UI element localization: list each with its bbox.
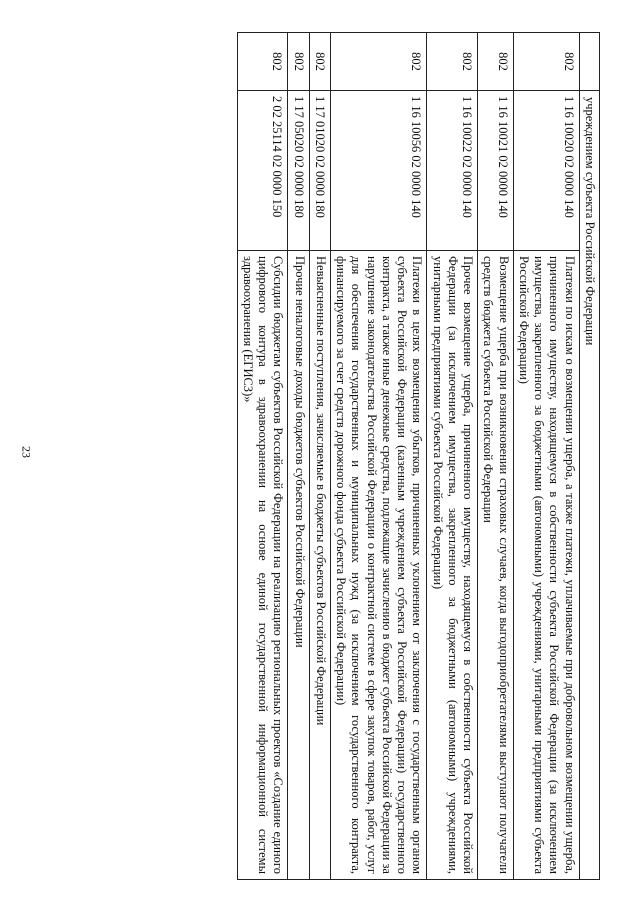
income-name-cell: Невыясненные поступления, зачисляемые в бюджеты субъектов Российской Федерации — [309, 251, 330, 880]
admin-code-cell: 802 — [478, 33, 514, 91]
income-name-cell: Платежи в целях возмещения убытков, причиненных уклонением от заключения с государственным органом субъекта Российской Федерации (казенным учреждением субъекта Российской Федерации) государственного контракта, а также иные денежные средства, подлежащие зачислению в бюджет субъекта Российской Федерации за нарушение законодательства Российской Федерации о контрактной системе в сфере закупок товаров, работ, услуг для обеспечения государственных и муниципальных нужд (за исключением государственного контракта, финансируемого за счет средств дорожного фонда субъекта Российской Федерации) — [331, 251, 428, 880]
budget-code-cell: 1 16 10021 02 0000 140 — [478, 91, 514, 251]
table-row — [237, 33, 288, 880]
budget-code-cell: 1 17 05020 02 0000 180 — [288, 91, 309, 251]
table-row — [331, 33, 428, 880]
continuation-text: учреждением субъекта Российской Федерации — [579, 91, 599, 880]
table-row — [427, 33, 478, 880]
income-name-cell: Возмещение ущерба при возникновении страховых случаев, когда выгодоприобретателями выступают получатели средств бюджета субъекта Российской Федерации — [478, 251, 514, 880]
budget-code-cell: 2 02 25114 02 0000 150 — [237, 91, 288, 251]
admin-code-cell: 802 — [237, 33, 288, 91]
budget-code-cell: 1 16 10020 02 0000 140 — [513, 91, 579, 251]
income-name-cell: Прочее возмещение ущерба, причиненного имуществу, находящемуся в собственности субъекта Российской Федерации (за исключением имущества, закрепленного за бюджетными (автономными) учреждениями, унитарными предприятиями субъекта Российской Федерации) — [427, 251, 478, 880]
admin-code-cell: 802 — [427, 33, 478, 91]
budget-table-container — [60, 32, 600, 880]
admin-code-cell: 802 — [288, 33, 309, 91]
page-number: 23 — [19, 446, 34, 458]
income-name-cell: Платежи по искам о возмещении ущерба, а также платежи, уплачиваемые при добровольном возмещении ущерба, причиненного имуществу, находящемуся в собственности субъекта Российской Федерации (за исключением имущества, закрепленного за бюджетными (автономными) учреждениями, унитарными предприятиями субъекта Российской Федерации) — [513, 251, 579, 880]
table-row — [309, 33, 330, 880]
table-row-continuation — [579, 33, 599, 880]
table-cell-empty — [579, 33, 599, 91]
table-body — [237, 33, 599, 880]
budget-code-cell: 1 16 10022 02 0000 140 — [427, 91, 478, 251]
budget-code-cell: 1 17 01020 02 0000 180 — [309, 91, 330, 251]
income-name-cell: Прочие неналоговые доходы бюджетов субъектов Российской Федерации — [288, 251, 309, 880]
table-row — [288, 33, 309, 880]
budget-code-cell: 1 16 10056 02 0000 140 — [331, 91, 428, 251]
table-row — [513, 33, 579, 880]
budget-classification-table — [237, 32, 600, 880]
income-name-cell: Субсидии бюджетам субъектов Российской Федерации на реализацию региональных проектов «Создание единого цифрового контура в здравоохранении на основе единой государственной информационной системы здравоохранения (ЕГИСЗ)» — [237, 251, 288, 880]
admin-code-cell: 802 — [513, 33, 579, 91]
admin-code-cell: 802 — [331, 33, 428, 91]
table-row — [478, 33, 514, 880]
admin-code-cell: 802 — [309, 33, 330, 91]
